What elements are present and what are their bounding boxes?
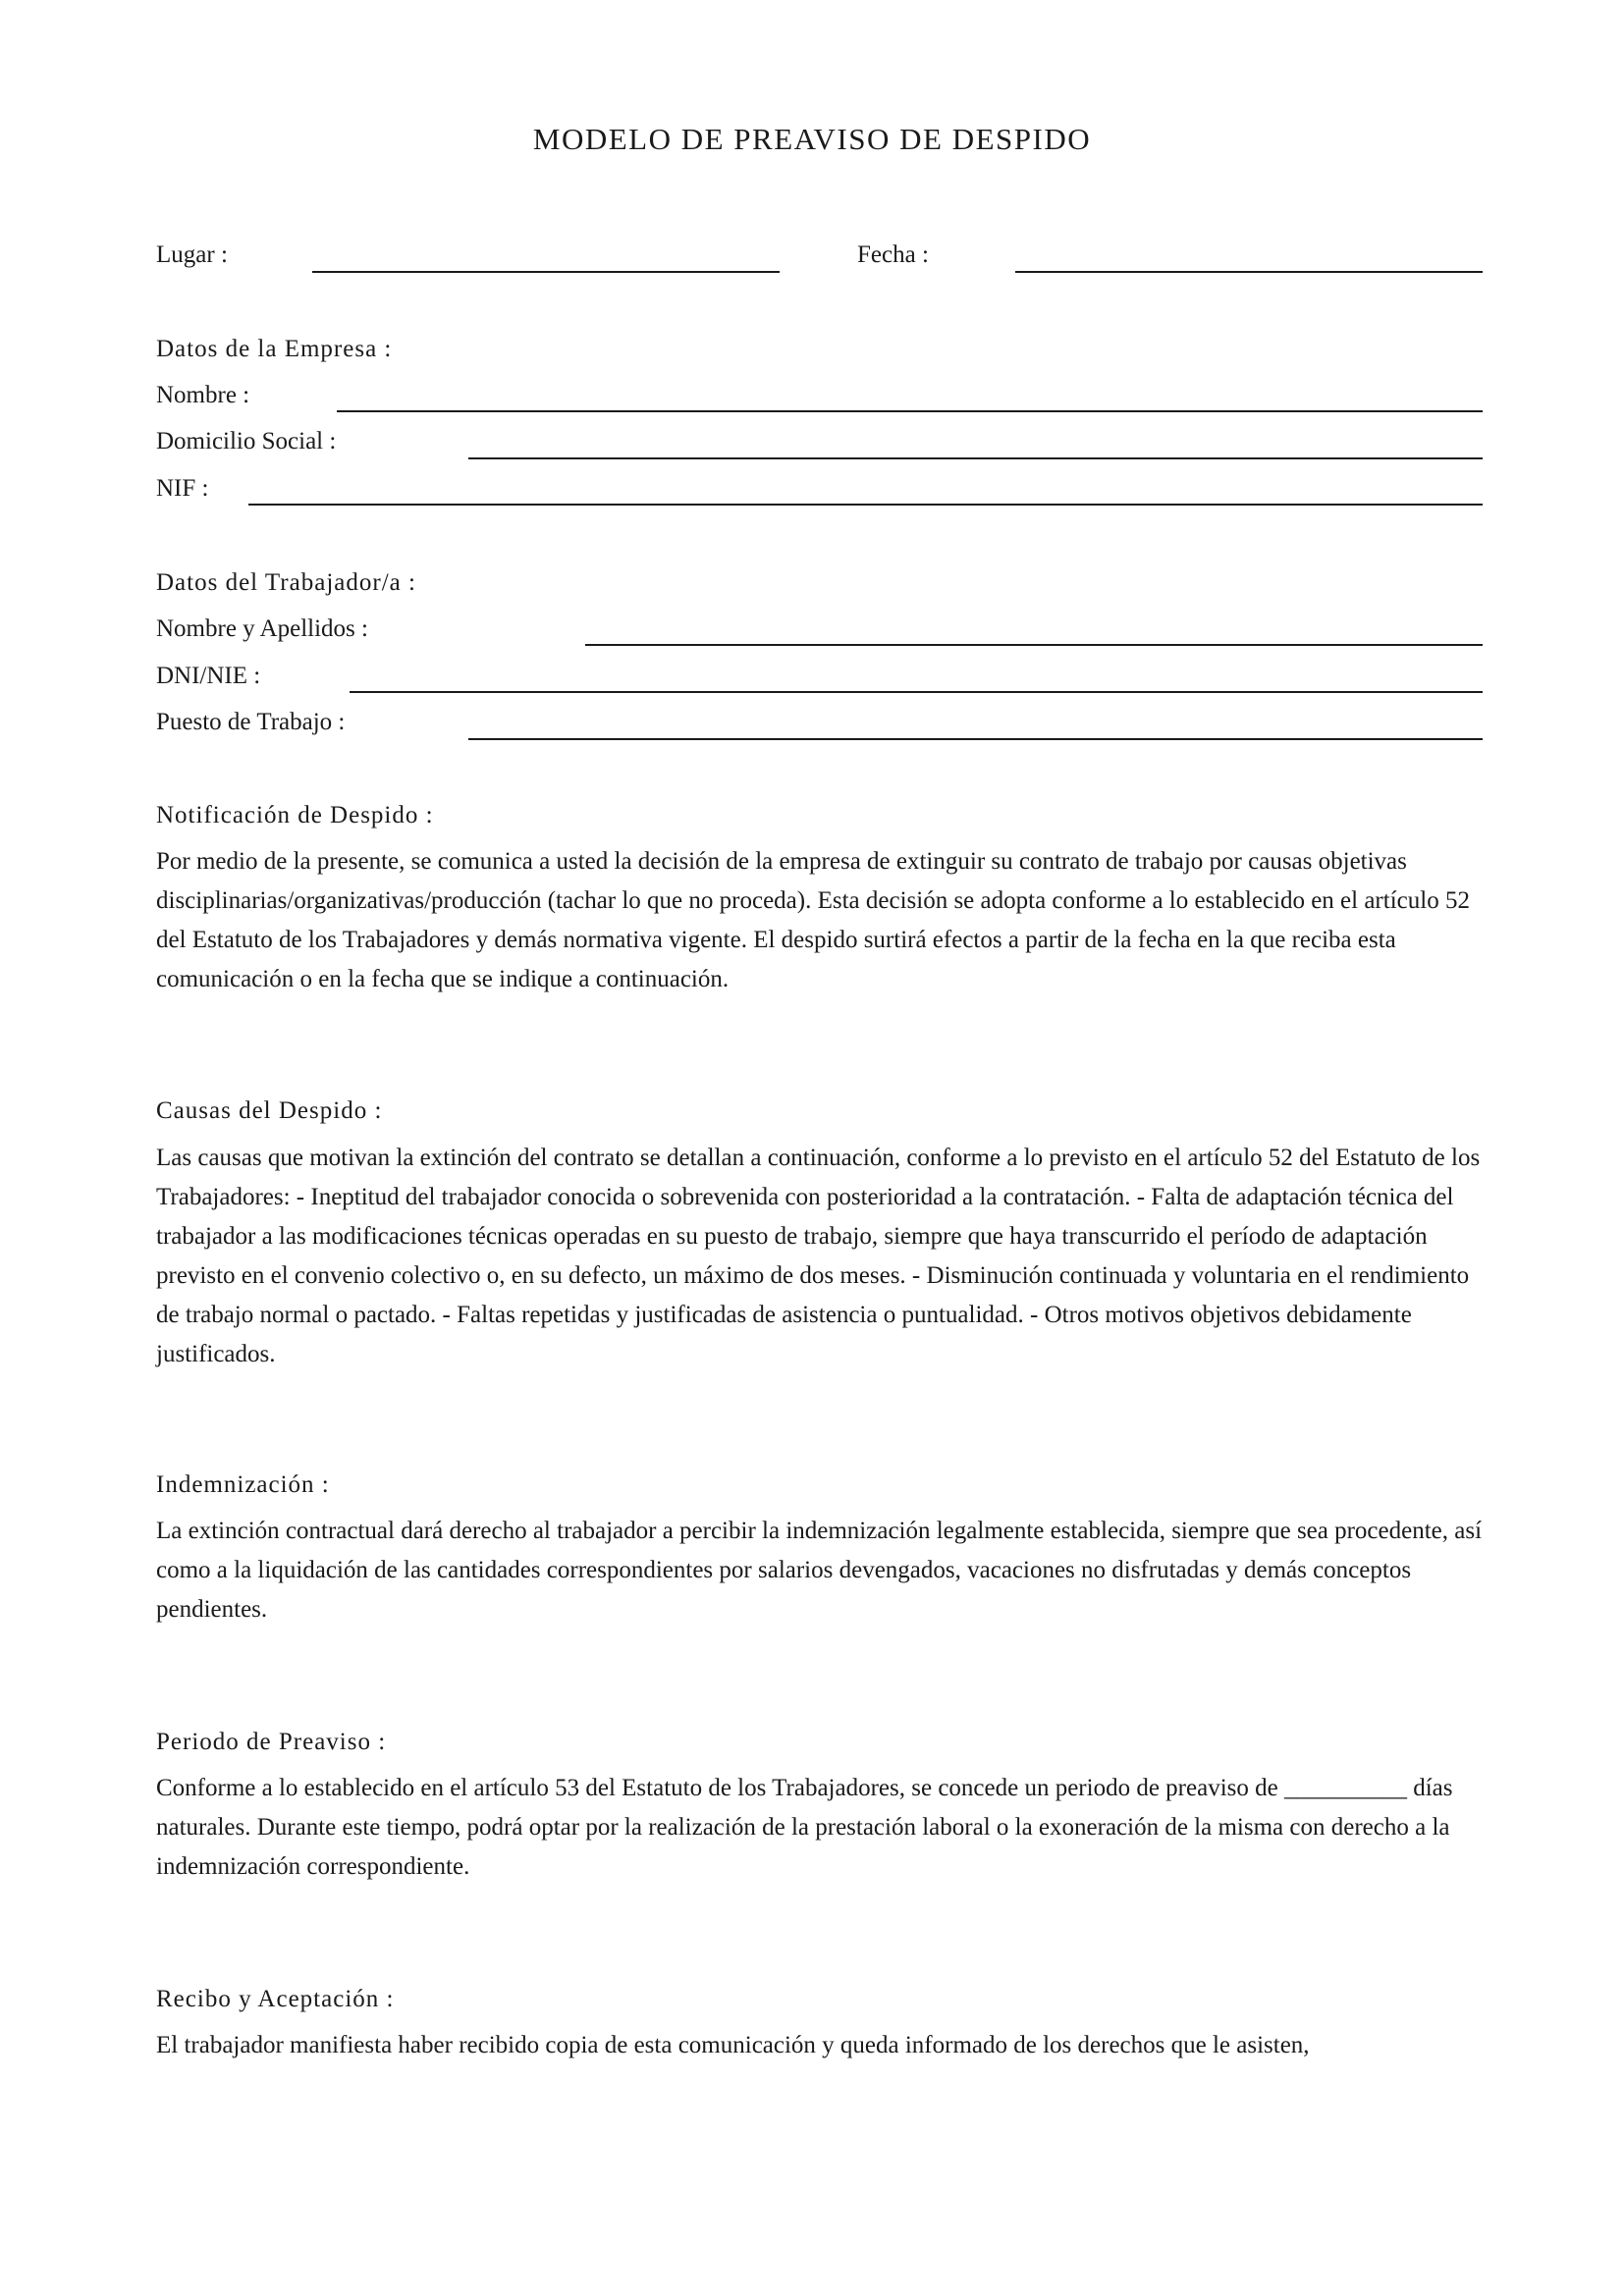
nif-line[interactable] — [248, 504, 1483, 506]
causas-body: Las causas que motivan la extinción del contrato se detallan a continuación, conforme a lo previsto en el artículo 52 del Estatuto de los Trabajadores: - Ineptitud del trabajador conocida o sobrevenida con posterioridad a la contratación. - Falta de adaptación técnica del trabajador a las modificaciones técnicas operadas en su puesto de trabajo, siempre que haya transcurrido el período de adaptación previsto en el convenio colectivo o, en su defecto, un máximo de dos meses. - Disminución continuada y voluntaria en el rendimiento de trabajo normal o pactado. - Faltas repetidas y justificadas de asistencia o puntualidad. - Otros motivos objetivos debidamente justificados. — [156, 1145, 1481, 1367]
puesto-line[interactable] — [468, 738, 1483, 740]
notificacion-body: Por medio de la presente, se comunica a usted la decisión de la empresa de extinguir su contrato de trabajo por causas objetivas disciplinarias/organizativas/producción (tachar lo que no proceda). Esta decisión se adopta conforme a lo establecido en el artículo 52 del Estatuto de los Trabajadores y demás normativa vigente. El despido surtirá efectos a partir de la fecha en la que reciba esta comunicación o en la fecha que se indique a continuación. — [156, 848, 1470, 992]
preaviso-body: Conforme a lo establecido en el artículo 53 del Estatuto de los Trabajadores, se concede un periodo de preaviso de __________ días naturales. Durante este tiempo, podrá optar por la realización de la prestación laboral o la exoneración de la misma con derecho a la indemnización correspondiente. — [156, 1775, 1453, 1880]
trabajador-nombre-label: Nombre y Apellidos : — [156, 615, 368, 642]
document-title: MODELO DE PREAVISO DE DESPIDO — [532, 122, 1092, 156]
domicilio-line[interactable] — [468, 457, 1483, 459]
nif-label: NIF : — [156, 475, 209, 502]
puesto-label: Puesto de Trabajo : — [156, 709, 346, 735]
notificacion-heading: Notificación de Despido : — [156, 802, 434, 828]
dni-line[interactable] — [350, 691, 1483, 693]
fecha-label: Fecha : — [857, 241, 929, 268]
indemnizacion-heading: Indemnización : — [156, 1471, 330, 1498]
empresa-nombre-label: Nombre : — [156, 382, 250, 408]
recibo-body: El trabajador manifiesta haber recibido copia de esta comunicación y queda informado de los derechos que le asisten, — [156, 2032, 1310, 2058]
causas-heading: Causas del Despido : — [156, 1097, 383, 1124]
recibo-heading: Recibo y Aceptación : — [156, 1986, 395, 2012]
domicilio-label: Domicilio Social : — [156, 428, 337, 454]
lugar-line[interactable] — [312, 271, 780, 273]
fecha-line[interactable] — [1015, 271, 1483, 273]
empresa-heading: Datos de la Empresa : — [156, 336, 393, 362]
lugar-label: Lugar : — [156, 241, 228, 268]
empresa-nombre-line[interactable] — [337, 410, 1483, 412]
dni-label: DNI/NIE : — [156, 663, 261, 689]
trabajador-nombre-line[interactable] — [585, 644, 1483, 646]
indemnizacion-body: La extinción contractual dará derecho al trabajador a percibir la indemnización legalmente establecida, siempre que sea procedente, así como a la liquidación de las cantidades correspondientes por salarios devengados, vacaciones no disfrutadas y demás conceptos pendientes. — [156, 1518, 1483, 1623]
trabajador-heading: Datos del Trabajador/a : — [156, 569, 416, 596]
preaviso-heading: Periodo de Preaviso : — [156, 1729, 387, 1755]
